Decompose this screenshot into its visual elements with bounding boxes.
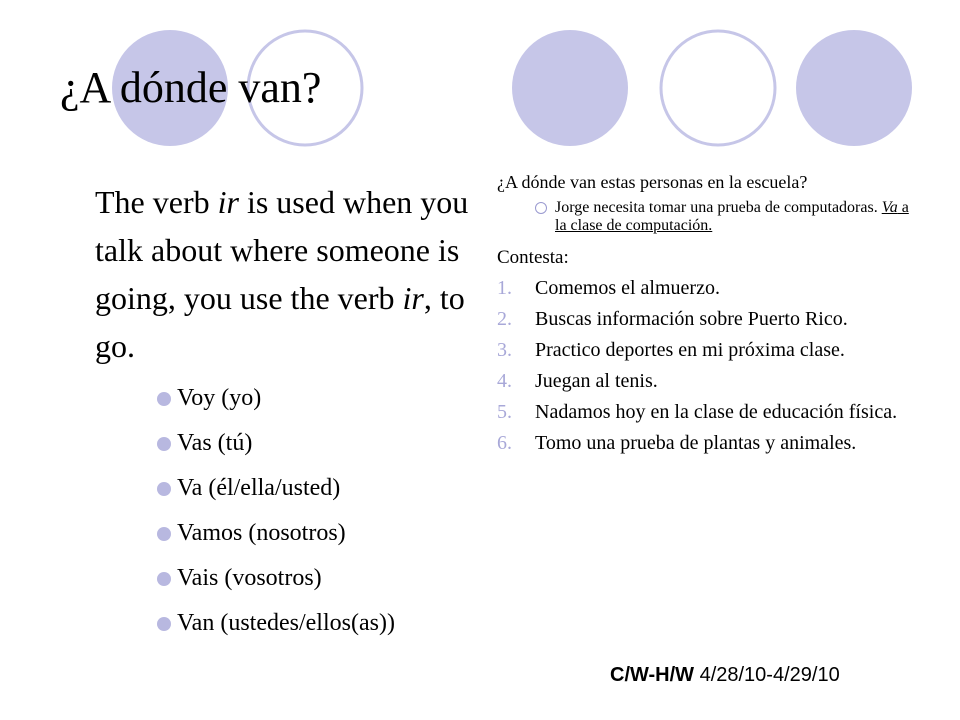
footer-code: C/W-H/W <box>610 664 695 686</box>
exercise-item <box>497 370 917 392</box>
conjugation-text: Van (ustedes/ellos(as)) <box>177 610 395 636</box>
right-content <box>497 172 917 463</box>
conjugation-item <box>157 429 485 457</box>
decor-circle-filled-2 <box>512 30 628 146</box>
exercise-item <box>497 277 917 299</box>
intro-verb-1: ir <box>217 184 239 220</box>
footer-dates: 4/28/10-4/29/10 <box>694 664 840 686</box>
conjugation-item <box>157 384 485 412</box>
exercise-number: 5. <box>497 401 512 423</box>
prompt-label: Contesta: <box>497 247 569 268</box>
exercise-item <box>497 339 917 361</box>
bullet-dot-icon <box>157 437 171 451</box>
conjugation-text: Vamos (nosotros) <box>177 520 346 546</box>
exercise-text: Practico deportes en mi próxima clase. <box>535 339 845 361</box>
conjugation-text: Vas (tú) <box>177 430 253 456</box>
exercise-number: 3. <box>497 339 512 361</box>
bullet-dot-icon <box>157 527 171 541</box>
exercise-number: 2. <box>497 308 512 330</box>
intro-text-2: is used when you talk about where someone is going, you use the verb <box>95 184 469 316</box>
conjugation-text: Voy (yo) <box>177 385 262 411</box>
exercise-number: 4. <box>497 370 512 392</box>
footer-label <box>610 664 840 687</box>
conjugation-item <box>157 609 485 637</box>
question-text: ¿A dónde van estas personas en la escuela? <box>497 172 808 192</box>
conjugation-item <box>157 519 485 547</box>
exercise-text: Tomo una prueba de plantas y animales. <box>535 432 857 454</box>
slide-title: ¿A dónde van? <box>60 63 322 112</box>
exercise-text: Juegan al tenis. <box>535 370 658 392</box>
bullet-dot-icon <box>157 392 171 406</box>
example-text: Jorge necesita tomar una prueba de computadoras. <box>555 199 882 216</box>
exercise-item <box>497 432 917 454</box>
exercise-number: 1. <box>497 277 512 299</box>
example-verb: Va <box>881 199 898 216</box>
ring-bullet-icon <box>535 202 547 214</box>
example-item <box>555 199 917 235</box>
exercise-text: Nadamos hoy en la clase de educación física. <box>535 401 898 423</box>
decor-circle-filled-3 <box>796 30 912 146</box>
conjugation-item <box>157 564 485 592</box>
example-answer-text: a la clase de computación. <box>555 199 909 234</box>
decor-circle-outline-2 <box>661 31 775 145</box>
intro-paragraph <box>95 178 485 370</box>
conjugation-list <box>157 384 485 637</box>
bullet-dot-icon <box>157 572 171 586</box>
exercise-item <box>497 308 917 330</box>
bullet-dot-icon <box>157 482 171 496</box>
exercise-text: Buscas información sobre Puerto Rico. <box>535 308 848 330</box>
intro-text-3: , to go. <box>95 280 465 364</box>
exercise-number: 6. <box>497 432 512 454</box>
exercise-text: Comemos el almuerzo. <box>535 277 720 299</box>
conjugation-item <box>157 474 485 502</box>
exercise-list <box>497 277 917 454</box>
intro-text-1: The verb <box>95 184 218 220</box>
bullet-dot-icon <box>157 617 171 631</box>
conjugation-text: Vais (vosotros) <box>177 565 322 591</box>
conjugation-text: Va (él/ella/usted) <box>177 475 341 501</box>
left-content <box>95 178 485 654</box>
exercise-item <box>497 401 917 423</box>
intro-verb-2: ir <box>402 280 424 316</box>
